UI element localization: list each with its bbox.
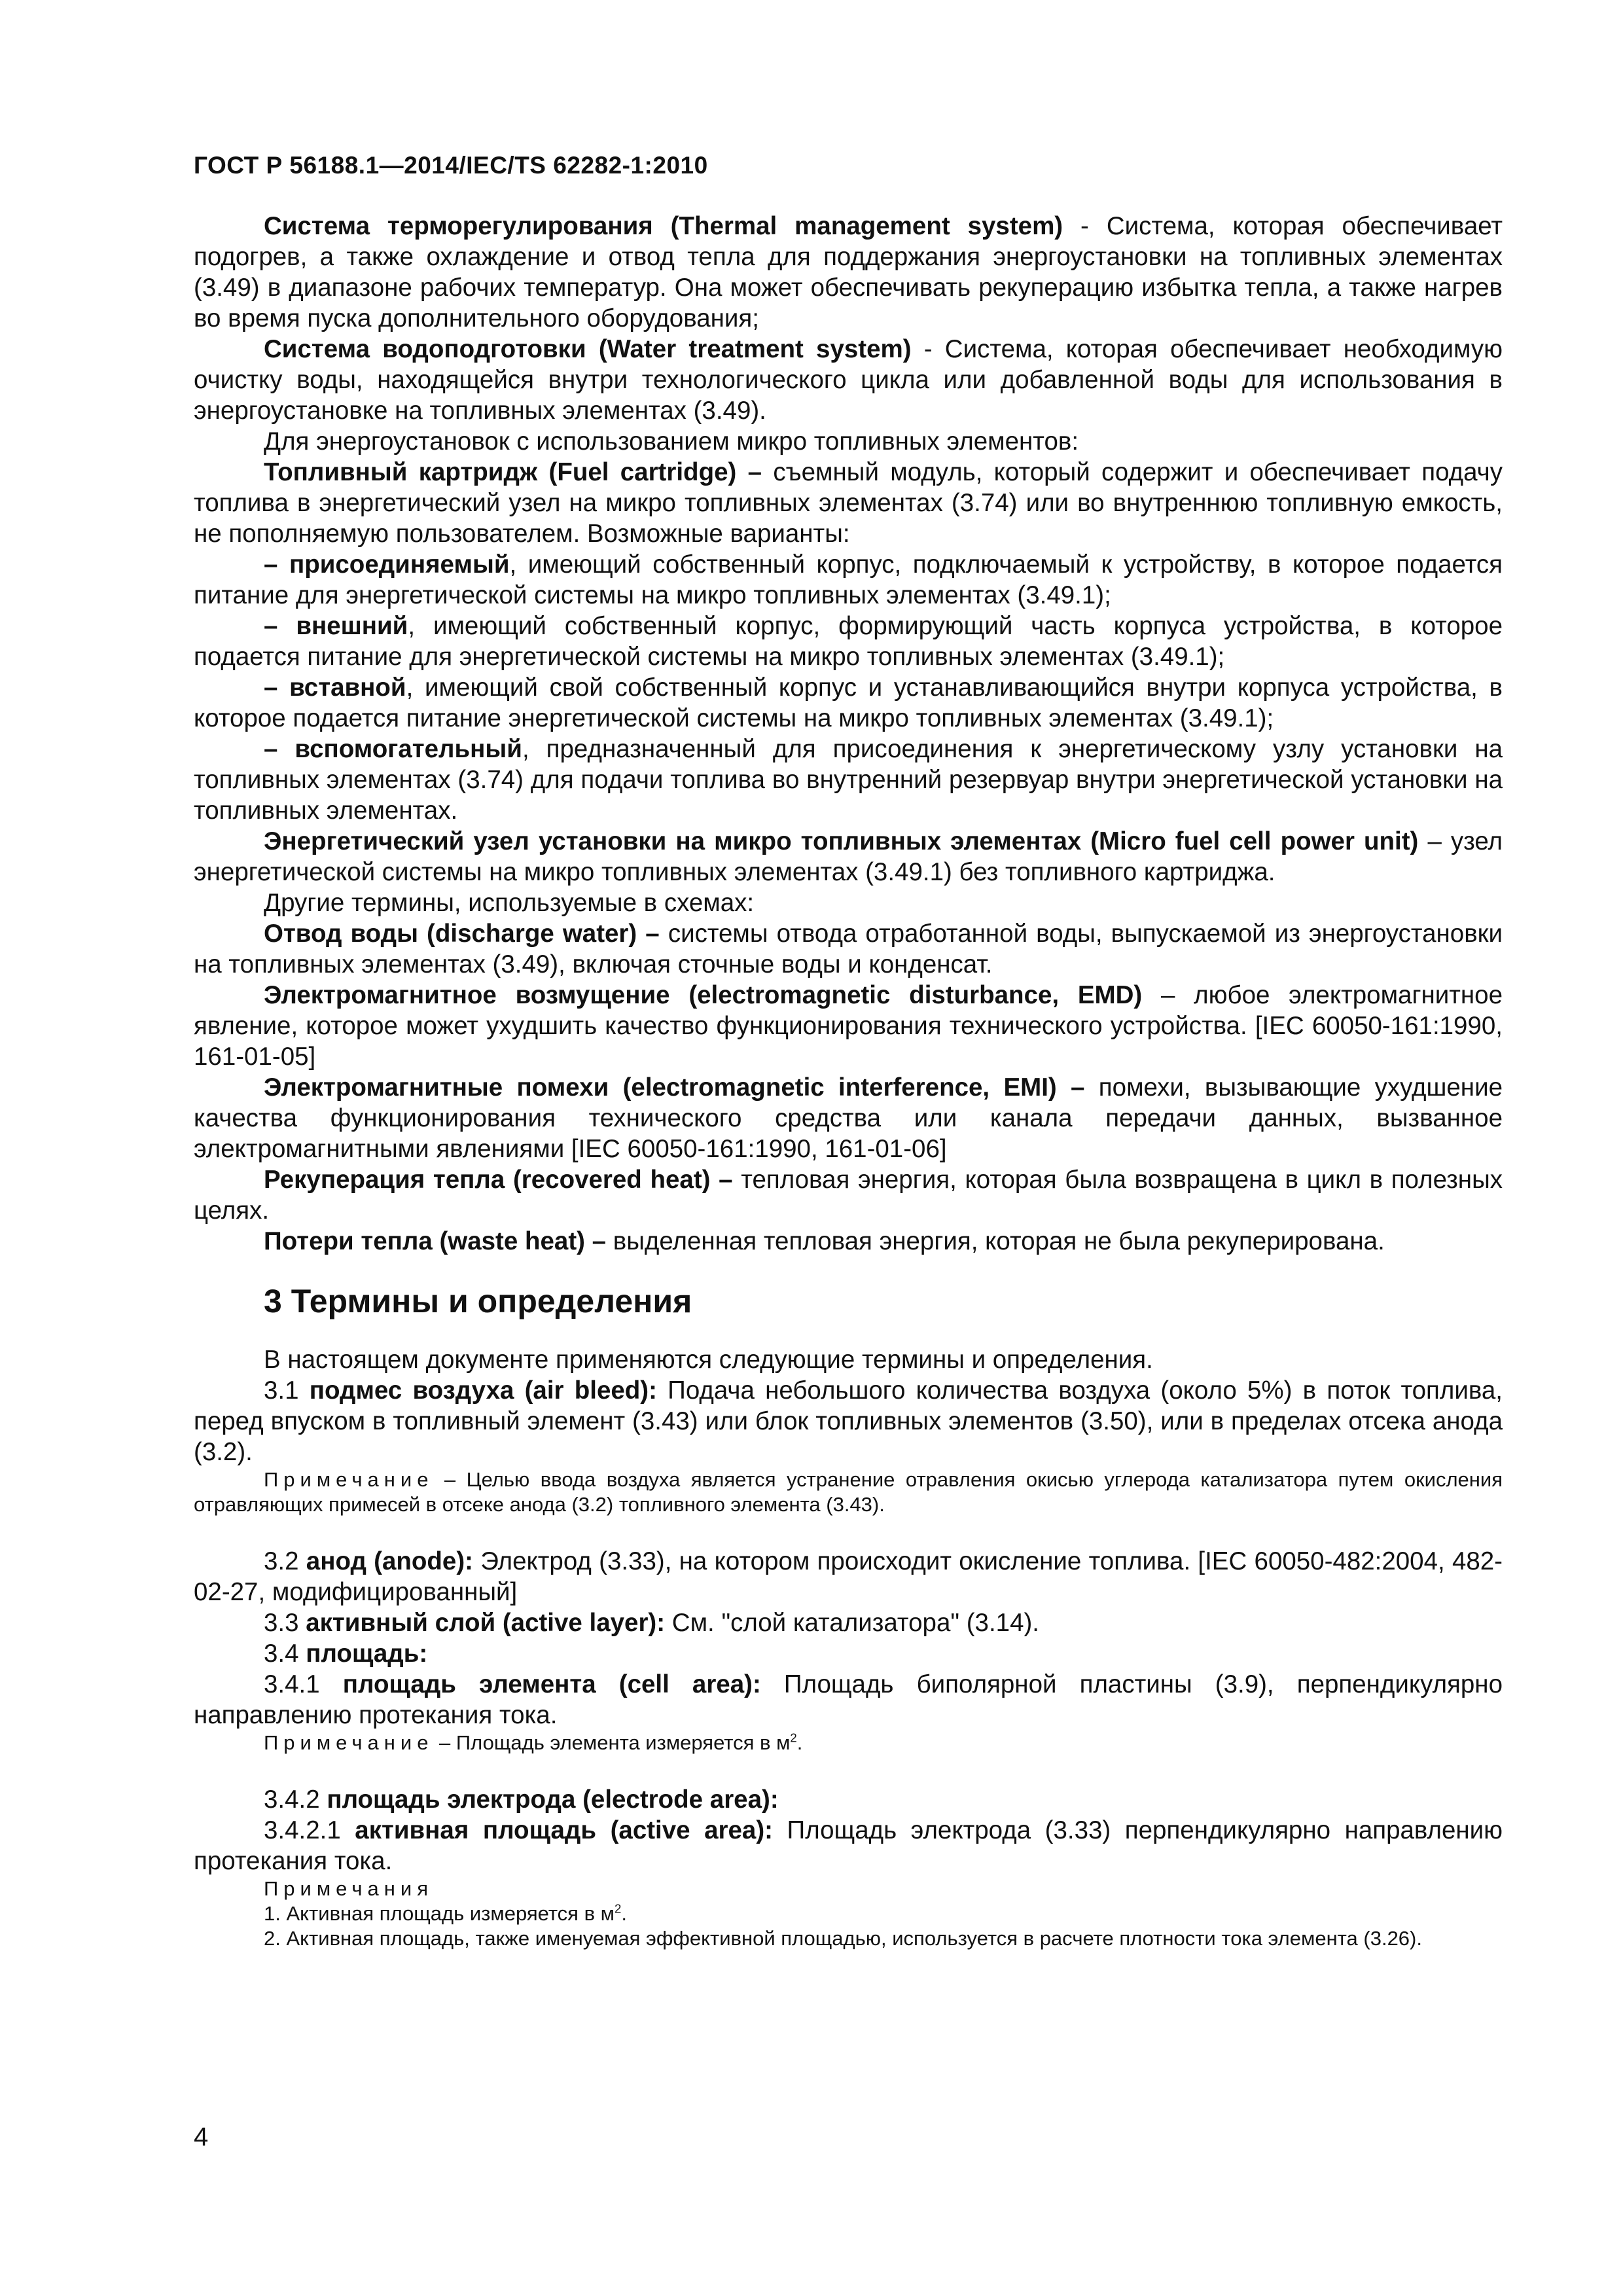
term-emd: Электромагнитное возмущение (electromagnetic disturbance, EMD) – любое электромагнитное явление, которое может ухудшить качество функционирования технического устройства. [IEC 60050-161:1990, 161-01-05] — [194, 981, 1503, 1071]
note-3-1: Примечание – Целью ввода воздуха является устранение отравления окисью углерода катализатора путем окисления отравляющих примесей в отсеке анода (3.2) топливного элемента (3.43). — [194, 1468, 1503, 1516]
def-3-1: 3.1 подмес воздуха (air bleed): Подача небольшого количества воздуха (около 5%) в поток топлива, перед впуском в топливный элемент (3.43) или блок топливных элементов (3.50), или в пределах отсека анода (3.2). — [194, 1376, 1503, 1466]
term-water-treatment: Система водоподготовки (Water treatment system) - Система, которая обеспечивает необходимую очистку воды, находящейся внутри технологического цикла или добавленной воды для использования в энергоустановке на топливных элементах (3.49). — [194, 335, 1503, 425]
variant-attached: – присоединяемый, имеющий собственный корпус, подключаемый к устройству, в которое подается питание для энергетической системы на микро топливных элементах (3.49.1); — [194, 550, 1503, 609]
note-active-area-unit: 1. Активная площадь измеряется в $м^2$. — [264, 1901, 627, 1925]
variant-insert: – вставной, имеющий свой собственный корпус и устанавливающийся внутри корпуса устройства, в которое подается питание энергетической системы на микро топливных элементах (3.49.1); — [194, 673, 1503, 732]
def-3-2: 3.2 анод (anode): Электрод (3.33), на котором происходит окисление топлива. [IEC 60050-482:2004, 482-02-27, модифицированный] — [194, 1547, 1503, 1606]
note-active-area-usage: 2. Активная площадь, также именуемая эффективной площадью, используется в расчете плотности тока элемента (3.26). — [264, 1927, 1422, 1950]
variant-external: – внешний, имеющий собственный корпус, формирующий часть корпуса устройства, в которое подается питание для энергетической системы на микро топливных элементах (3.49.1); — [194, 612, 1503, 671]
term-discharge-water: Отвод воды (discharge water) – системы отвода отработанной воды, выпускаемой из энергоустановки на топливных элементах (3.49), включая сточные воды и конденсат. — [194, 920, 1503, 978]
spacer — [194, 1517, 1503, 1546]
term-recovered-heat: Рекуперация тепла (recovered heat) – тепловая энергия, которая была возвращена в цикл в полезных целях. — [194, 1166, 1503, 1225]
document-body — [194, 211, 1503, 1951]
term-thermal-management: Система терморегулирования (Thermal management system) - Система, которая обеспечивает подогрев, а также охлаждение и отвод тепла для поддержания энергоустановки на топливных элементах (3.49) в диапазоне рабочих температур. Она может обеспечивать рекуперацию избытка тепла, а также нагрев во время пуска дополнительного оборудования; — [194, 212, 1503, 332]
term-micro-fuel-cell-power-unit: Энергетический узел установки на микро топливных элементах (Micro fuel cell power unit) – узел энергетической системы на микро топливных элементах (3.49.1) без топливного картриджа. — [194, 827, 1503, 886]
other-terms-intro: Другие термины, используемые в схемах: — [264, 889, 755, 917]
def-3-4: 3.4 площадь: — [264, 1640, 428, 1668]
page-number: 4 — [194, 2123, 209, 2151]
notes-label: Примечания — [264, 1877, 433, 1900]
section-title: 3 Термины и определения — [264, 1283, 692, 1319]
def-3-3: 3.3 активный слой (active layer): См. "слой катализатора" (3.14). — [264, 1609, 1039, 1637]
term-emi: Электромагнитные помехи (electromagnetic interference, EMI) – помехи, вызывающие ухудшение качества функционирования технического средства или канала передачи данных, вызванное электромагнитными явлениями [IEC 60050-161:1990, 161-01-06] — [194, 1073, 1503, 1163]
term-fuel-cartridge: Топливный картридж (Fuel cartridge) – съемный модуль, который содержит и обеспечивает подачу топлива в энергетический узел на микро топливных элементах (3.74) или во внутреннюю топливную емкость, не пополняемую пользователем. Возможные варианты: — [194, 458, 1503, 548]
def-3-4-2-1: 3.4.2.1 активная площадь (active area): Площадь электрода (3.33) перпендикулярно направлению протекания тока. — [194, 1816, 1503, 1875]
document-header: ГОСТ Р 56188.1—2014/IEC/TS 62282-1:2010 — [194, 152, 708, 179]
spacer — [194, 1755, 1503, 1784]
note-3-4-1: Примечание – Площадь элемента измеряется в $м^2$. — [264, 1731, 803, 1754]
term-waste-heat: Потери тепла (waste heat) – выделенная тепловая энергия, которая не была рекуперирована. — [264, 1227, 1385, 1255]
def-3-4-1: 3.4.1 площадь элемента (cell area): Площадь биполярной пластины (3.9), перпендикулярно направлению протекания тока. — [194, 1670, 1503, 1729]
variant-auxiliary: – вспомогательный, предназначенный для присоединения к энергетическому узлу установки на топливных элементах (3.74) для подачи топлива во внутренний резервуар внутри энергетической установки на топливных элементах. — [194, 735, 1503, 825]
def-3-4-2: 3.4.2 площадь электрода (electrode area): — [264, 1785, 779, 1814]
section-intro: В настоящем документе применяются следующие термины и определения. — [264, 1346, 1153, 1374]
micro-fuel-cell-intro: Для энергоустановок с использованием микро топливных элементов: — [264, 427, 1079, 456]
